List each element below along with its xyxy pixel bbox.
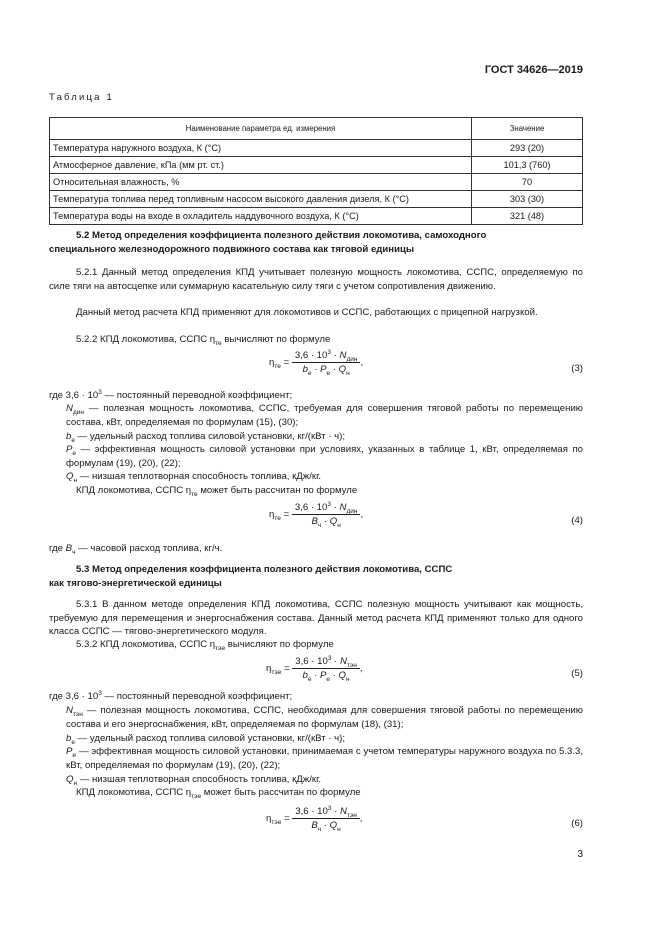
paragraph-5-2-1: 5.2.1 Данный метод определения КПД учитывает полезную мощность локомотива, ССПС, определяемую по силе тяги на автосцепке или суммарную касательную силу тяги с учетом сопротивления движению. — [49, 267, 583, 292]
table-row: Температура топлива перед топливным насосом высокого давления дизеля, К (°С) 303 (30) — [50, 191, 583, 208]
definition-coefficient: где $3,6 \cdot 10^3$ — постоянный переводной коэффициент; — [49, 388, 293, 401]
table-row: Атмосферное давление, кПа (мм рт. ст.) 101,3 (760) — [50, 157, 583, 174]
section-5-3-heading: 5.3 Метод определения коэффициента полезного действия локомотива, ССПС как тягово-энергетической единицы — [49, 564, 453, 589]
definition-coefficient-2: где $3,6 \cdot 10^3$ — постоянный переводной коэффициент; — [49, 689, 293, 702]
paragraph-alt-formula-2: КПД локомотива, ССПС $\eta_{тэе}$ может быть рассчитан по формуле — [76, 787, 361, 800]
definition-b-hour: где $B_ч$ — часовой расход топлива, кг/ч. — [49, 543, 223, 556]
conditions-table — [49, 117, 583, 225]
paragraph-5-3-1: 5.3.1 В данном методе определения КПД локомотива, ССПС полезную мощность учитывают как мощность, требуемую для перемещения и энергоснабжения состава. Данный метод расчета КПД применяют только для одного класса ССПС — тягово-энергетического модуля. — [49, 599, 583, 637]
definition-n-din: $N_{дин}$ — полезная мощность локомотива, ССПС, требуемая для совершения тяговой работы по перемещению состава, кВт, определяемая по формулам (15), (30); — [66, 403, 583, 428]
formula-5: $\eta_{тэе}$ = $\frac{3,6 \cdot 10^3 \cdot N_{тэн}}{b_e \cdot P_e \cdot Q_н}$ , — [266, 654, 363, 683]
document-header: ГОСТ 34626—2019 — [484, 64, 583, 76]
definition-b-e-2: $b_e$ — удельный расход топлива силовой установки, кг/(кВт · ч); — [66, 733, 345, 746]
paragraph-5-2-2: 5.2.2 КПД локомотива, ССПС $\eta_{те}$ вычисляют по формуле — [76, 334, 331, 347]
table-header-value: Значение — [472, 118, 583, 140]
table-header-param: Наименование параметра ед. измерения — [50, 118, 472, 140]
definition-b-e: $b_e$ — удельный расход топлива силовой установки, кг/(кВт · ч); — [66, 431, 345, 444]
table-row: Относительная влажность, % 70 — [50, 174, 583, 191]
formula-4: $\eta_{те}$ = $\frac{3,6 \cdot 10^3 \cdot N_{дин}}{B_ч \cdot Q_н}$ , — [269, 500, 364, 529]
definition-p-e: $P_e$ — эффективная мощность силовой установки при условиях, указанных в таблице 1, кВт, определяемая по формулам (19), (20), (22); — [66, 444, 583, 469]
formula-6-number: (6) — [571, 818, 583, 829]
table-caption: Таблица 1 — [49, 92, 114, 103]
definition-q-n: $Q_н$ — низшая теплотворная способность топлива, кДж/кг. — [66, 471, 322, 484]
paragraph-5-3-2: 5.3.2 КПД локомотива, ССПС $\eta_{тэе}$ вычисляют по формуле — [76, 639, 334, 652]
table-row: Температура воды на входе в охладитель наддувочного воздуха, К (°С) 321 (48) — [50, 208, 583, 225]
table-row: Температура наружного воздуха, К (°С) 293 (20) — [50, 140, 583, 157]
paragraph-alt-formula: КПД локомотива, ССПС $\eta_{те}$ может быть рассчитан по формуле — [76, 485, 358, 498]
formula-5-number: (5) — [571, 668, 583, 679]
definition-p-e-2: $P_e$ — эффективная мощность силовой установки, принимаемая с учетом температуры наружного воздуха по 5.3.3, кВт, определяемая по формулам (19), (20), (22); — [66, 746, 583, 771]
definition-q-n-2: $Q_н$ — низшая теплотворная способность топлива, кДж/кг. — [66, 774, 322, 787]
page-number: 3 — [577, 849, 583, 860]
formula-3-number: (3) — [571, 363, 583, 374]
definition-n-ten: $N_{тэн}$ — полезная мощность локомотива, ССПС, необходимая для совершения тяговой работы по перемещению состава и его энергоснабжения, кВт, определяемая по формулам (18), (31); — [66, 705, 583, 730]
paragraph-5-2-1b: Данный метод расчета КПД применяют для локомотивов и ССПС, работающих с прицепной нагрузкой. — [76, 307, 538, 318]
formula-3: $\eta_{те}$ = $\frac{3,6 \cdot 10^3 \cdot N_{дин}}{b_e \cdot P_e \cdot Q_н}$ , — [269, 348, 364, 377]
formula-6: $\eta_{тэе}$ = $\frac{3,6 \cdot 10^3 \cdot N_{тэн}}{B_ч \cdot Q_н}$ , — [266, 804, 363, 833]
section-5-2-heading: 5.2 Метод определения коэффициента полезного действия локомотива, самоходного специального железнодорожного подвижного состава как тяговой единицы — [49, 230, 487, 255]
formula-4-number: (4) — [571, 515, 583, 526]
